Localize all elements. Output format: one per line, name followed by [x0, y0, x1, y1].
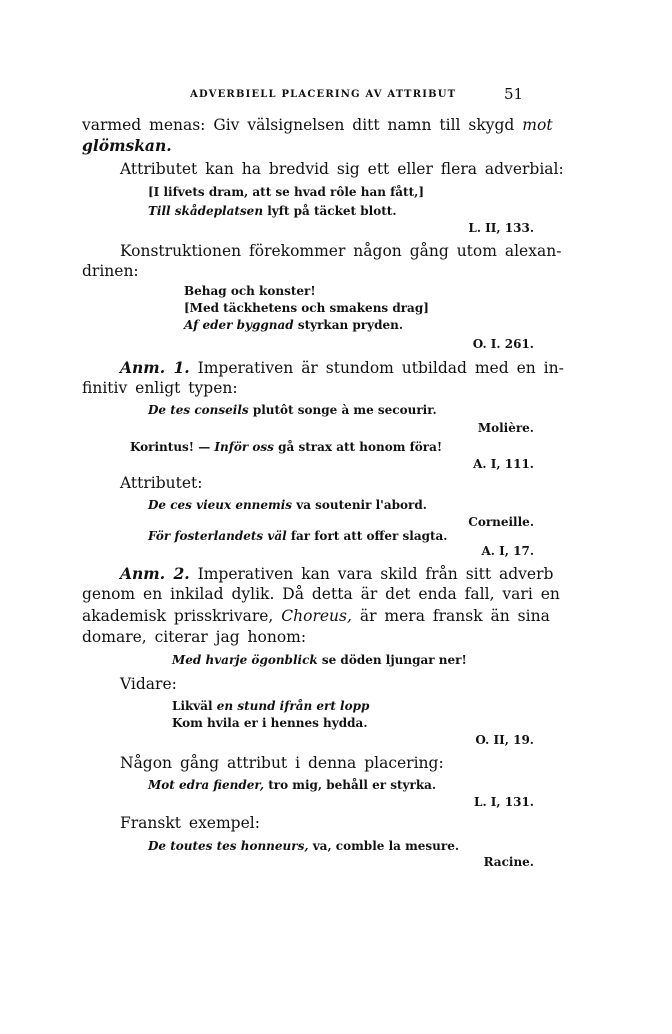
paragraph-line: domare, citerar jag honom: [82, 628, 307, 646]
quote-line: [I lifvets dram, att se hvad rôle han fått,] [148, 185, 424, 199]
paragraph-line: Franskt exempel: [120, 814, 260, 832]
citation: Corneille. [468, 515, 534, 529]
citation: L. II, 133. [468, 221, 534, 235]
quote-line: De toutes tes honneurs, va, comble la mesure. [148, 839, 460, 853]
citation: A. I, 17. [481, 544, 534, 558]
paragraph-line: finitiv enligt typen: [82, 379, 238, 397]
quote-line: De tes conseils plutôt songe à me secourir. [148, 403, 437, 417]
paragraph-line: Attributet: [120, 474, 203, 492]
quote-line: Af eder byggnad styrkan pryden. [184, 318, 404, 332]
quote-line: Kom hvila er i hennes hydda. [172, 716, 368, 730]
quote-line: [Med täckhetens och smakens drag] [184, 301, 429, 315]
paragraph-line: Anm. 1. Imperativen är stundom utbildad med en in- [120, 358, 564, 377]
quote-line: De ces vieux ennemis va soutenir l'abord. [148, 498, 427, 512]
citation: A. I, 111. [473, 457, 534, 471]
quote-line: Likväl en stund ifrån ert lopp [172, 699, 370, 713]
paragraph-line: drinen: [82, 262, 139, 280]
paragraph-line: varmed menas: Giv välsignelsen ditt namn till skygd mot [82, 116, 553, 134]
quote-line: Mot edra fiender, tro mig, behåll er styrka. [148, 778, 437, 792]
paragraph-line: Anm. 2. Imperativen kan vara skild från sitt adverb [120, 564, 554, 583]
quote-line: Med hvarje ögonblick se döden ljungar ner! [172, 653, 467, 667]
quote-line: För fosterlandets väl far fort att offer slagta. [148, 529, 448, 543]
quote-line: Behag och konster! [184, 284, 316, 298]
page-number: 51 [504, 85, 524, 103]
quote-line: Till skådeplatsen lyft på täcket blott. [148, 204, 397, 218]
paragraph-line: Attributet kan ha bredvid sig ett eller flera adverbial: [120, 160, 564, 178]
citation: Racine. [483, 855, 534, 869]
running-head: ADVERBIELL PLACERING AV ATTRIBUT [190, 89, 457, 100]
citation: Molière. [477, 421, 534, 435]
paragraph-line: genom en inkilad dylik. Då detta är det enda fall, vari en [82, 585, 560, 603]
paragraph-line: akademisk prisskrivare, Choreus, är mera fransk än sina [82, 607, 550, 625]
paragraph-line: Någon gång attribut i denna placering: [120, 754, 444, 772]
quote-line: Korintus! — Inför oss gå strax att honom föra! [130, 440, 443, 454]
citation: O. II, 19. [475, 733, 534, 747]
citation: O. I. 261. [472, 337, 534, 351]
paragraph-line: Konstruktionen förekommer någon gång utom alexan- [120, 242, 562, 260]
paragraph-line: Vidare: [120, 675, 177, 693]
paragraph-line: glömskan. [82, 136, 172, 155]
citation: L. I, 131. [474, 795, 534, 809]
